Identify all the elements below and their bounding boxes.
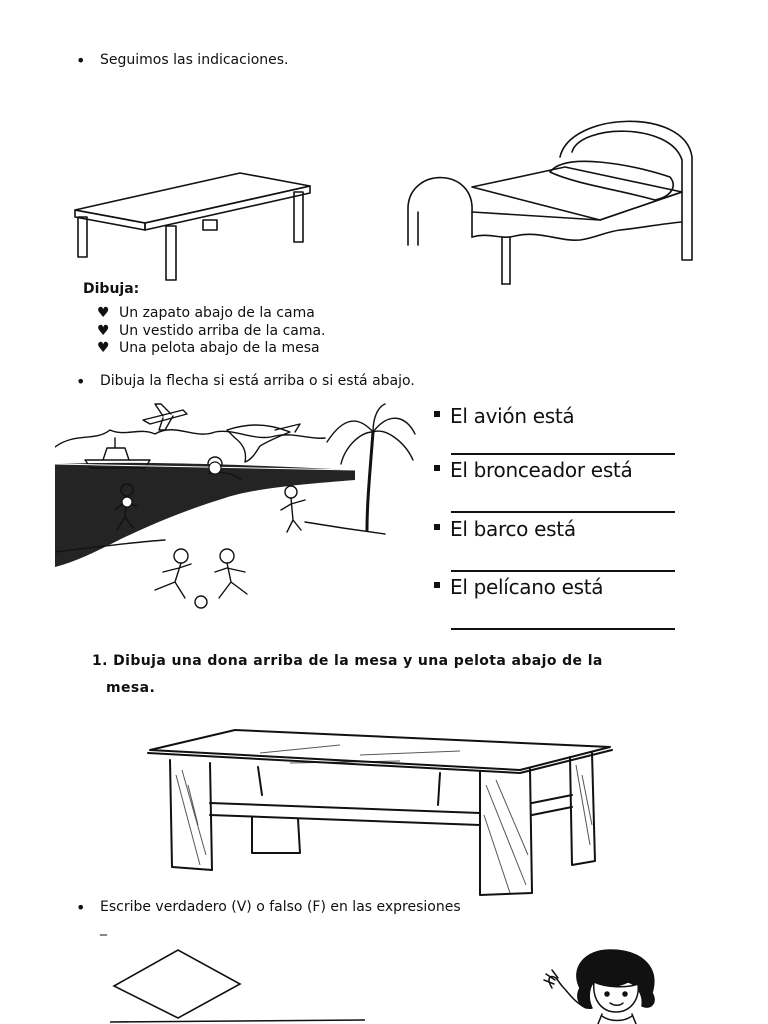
dash-mark: _ (100, 920, 107, 936)
list-item: ♥ Una pelota abajo de la mesa (97, 340, 320, 356)
draw-heading: Dibuja: (83, 281, 140, 297)
list-item: ♥ Un zapato abajo de la cama (97, 305, 315, 321)
bed-illustration (400, 112, 700, 292)
coffee-table-illustration (140, 725, 630, 900)
square-bullet-icon (434, 411, 440, 417)
question-boat: El barco está (434, 517, 576, 541)
task-one-line1: 1. Dibuja una dona arriba de la mesa y una pelota abajo de la (92, 653, 603, 669)
instruction-follow-text: Seguimos las indicaciones. (100, 52, 289, 68)
list-item: ♥ Un vestido arriba de la cama. (97, 322, 326, 339)
answer-line[interactable] (451, 511, 675, 513)
square-bullet-icon (434, 582, 440, 588)
question-pelican: El pelícano está (434, 575, 603, 599)
table-illustration (70, 168, 320, 283)
bullet-icon: • (76, 898, 86, 917)
task-one-line2: mesa. (106, 680, 156, 696)
answer-line[interactable] (451, 570, 675, 572)
bullet-icon: • (76, 51, 86, 70)
heart-icon: ♥ (97, 305, 110, 321)
instruction-arrow-text: Dibuja la flecha si está arriba o si está abajo. (100, 373, 415, 389)
square-bullet-icon (434, 465, 440, 471)
bullet-icon: • (76, 372, 86, 391)
heart-icon: ♥ (97, 322, 110, 339)
answer-line[interactable] (451, 453, 675, 455)
task-number: 1. (92, 653, 108, 669)
heart-icon: ♥ (97, 340, 110, 356)
answer-line[interactable] (451, 628, 675, 630)
question-sunscreen: El bronceador está (434, 458, 632, 482)
girl-illustration (540, 948, 675, 1024)
draw-items-list (97, 305, 326, 358)
square-bullet-icon (434, 524, 440, 530)
instruction-truefalse-text: Escribe verdadero (V) o falso (F) en las expresiones (100, 899, 461, 915)
diamond-illustration (110, 948, 370, 1024)
beach-scene-illustration (55, 402, 420, 614)
question-airplane: El avión está (434, 404, 574, 428)
